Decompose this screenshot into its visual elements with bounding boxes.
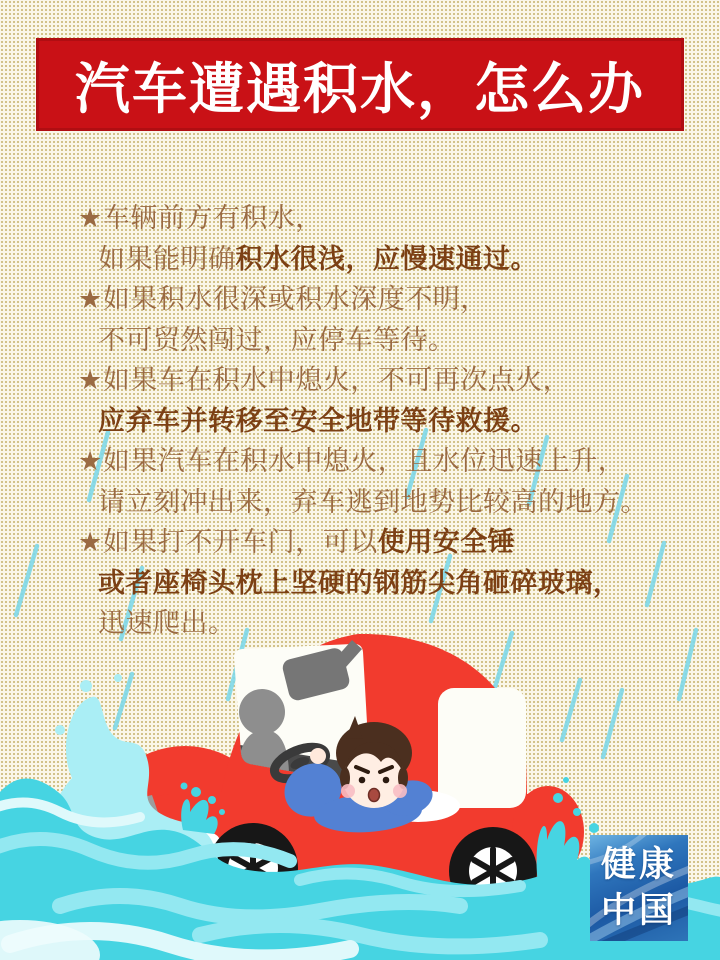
tip-text-emphasis: 使用安全锤 (377, 527, 516, 557)
healthy-china-logo (590, 835, 688, 941)
tip-text: ★车辆前方有积水， (78, 203, 323, 233)
tip-line (78, 198, 658, 239)
tip-line (78, 603, 658, 644)
tip-text: 迅速爬出。 (98, 608, 236, 638)
tip-text: 不可贸然闯过，应停车等待。 (98, 324, 456, 355)
tip-line (78, 482, 658, 523)
page-title: 汽车遭遇积水，怎么办 (74, 58, 645, 120)
tip-text: ★如果汽车在积水中熄火，且水位迅速上升， (78, 446, 626, 476)
logo-text-line2: 中国 (600, 891, 677, 930)
rear-window (438, 688, 526, 808)
tip-text: 请立刻冲出来，弃车逃到地势比较高的地方。 (98, 486, 648, 517)
title-banner (36, 38, 684, 131)
logo-text-line1: 健康 (600, 845, 677, 884)
tip-line (78, 441, 658, 482)
tip-line (78, 360, 658, 401)
tip-line (78, 401, 658, 442)
tip-text: ★如果积水很深或积水深度不明， (78, 284, 488, 314)
safety-tips-list (78, 198, 658, 644)
tip-line (78, 320, 658, 361)
tip-line (78, 279, 658, 320)
tip-text: 如果能明确 (98, 243, 236, 274)
tip-text-emphasis: 积水很浅，应慢速通过。 (235, 243, 538, 274)
tip-line (78, 563, 658, 604)
tip-text: ★如果打不开车门，可以 (78, 527, 378, 557)
tip-text-emphasis: 或者座椅头枕上坚硬的钢筋尖角砸碎玻璃， (98, 567, 621, 598)
tip-line (78, 522, 658, 563)
tip-line (78, 239, 658, 280)
tip-text-emphasis: 应弃车并转移至安全地带等待救援。 (98, 405, 538, 436)
tip-text: ★如果车在积水中熄火，不可再次点火， (78, 365, 571, 395)
